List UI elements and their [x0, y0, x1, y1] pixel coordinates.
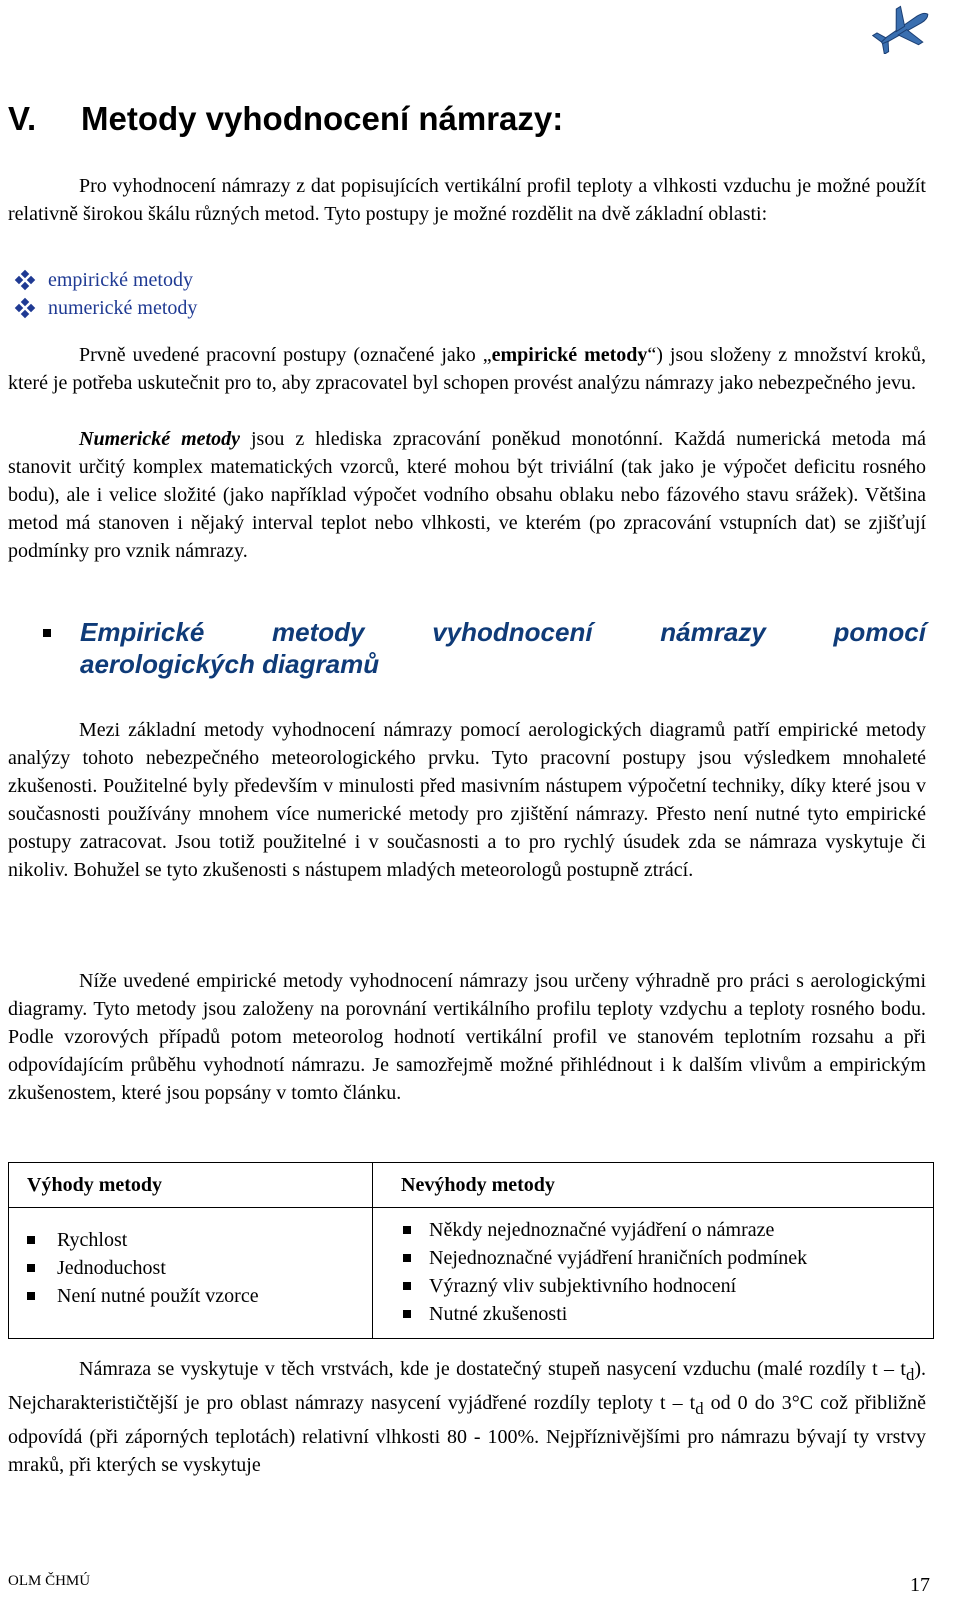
list-item: [373, 1300, 933, 1328]
square-bullet-icon: [27, 1236, 35, 1244]
footer-organization: OLM ČHMÚ: [8, 1573, 91, 1589]
list-item: [9, 1226, 372, 1254]
bold-italic-term: Numerické metody: [79, 428, 240, 450]
list-item-label: Rychlost: [57, 1229, 128, 1251]
pros-list: [9, 1226, 372, 1310]
square-bullet-icon: [403, 1226, 411, 1234]
square-bullet-icon: [403, 1310, 411, 1318]
list-item-label: Nejednoznačné vyjádření hraničních podmínek: [429, 1247, 808, 1269]
list-item: [373, 1216, 933, 1244]
text-run: ). Nejcharakterističtější je pro oblast námrazy nasycení vyjádřené rozdíly teploty t – t: [8, 1358, 926, 1414]
diamond-bullet-icon: [16, 299, 34, 317]
list-item: [9, 1254, 372, 1282]
subscript: d: [695, 1399, 704, 1418]
list-item-label: numerické metody: [48, 297, 198, 319]
airplane-icon: [872, 4, 936, 54]
intro-paragraph: Pro vyhodnocení námrazy z dat popisujících vertikální profil teploty a vlhkosti vzduchu je možné použít relativně širokou škálu různých metod. Tyto postupy je možné rozdělit na dvě základní oblasti:: [8, 175, 926, 225]
list-item-label: Někdy nejednoznačné vyjádření o námraze: [429, 1219, 775, 1241]
page-number: 17: [910, 1574, 930, 1596]
text-run: od 0 do 3°C což přibližně odpovídá (při záporných teplotách) relativní vlhkosti 80 - 100%. Nejpříznivějšími pro námrazu bývají ty vrstvy mraků, při kterých se vyskytuje: [8, 1392, 926, 1476]
text-run: jsou z hlediska zpracování poněkud monotónní. Každá numerická metoda má stanovit určitý komplex matematických vzorců, které mohou být triviální (tak jako je výpočet deficitu rosného bodu), ale i velice složité (jako například výpočet vodního obsahu oblaku nebo fázového stavu srážek). Většina metod má stanoven i nějaký interval teplot nebo vlhkosti, ve kterém (po zpracování vstupních dat) se zjišťují podmínky pro vznik námrazy.: [8, 428, 927, 562]
heading-word: Empirické: [80, 617, 205, 647]
list-item-label: empirické metody: [48, 269, 193, 291]
bold-term: empirické metody: [491, 344, 648, 366]
heading-word: vyhodnocení: [432, 617, 593, 647]
diamond-bullet-icon: [16, 271, 34, 289]
pros-cell: [9, 1208, 373, 1339]
list-item: [9, 1282, 372, 1310]
pros-cons-table: [8, 1162, 934, 1339]
square-bullet-icon: [403, 1282, 411, 1290]
table-header-row: [9, 1163, 934, 1208]
square-bullet-icon: [403, 1254, 411, 1262]
heading-word: metody: [272, 617, 365, 647]
section-heading-line: aerologických diagramů: [80, 649, 380, 679]
text-run: “) jsou složeny z množství kroků, které je potřeba uskutečnit pro to, aby zpracovatel byl schopen provést analýzu námrazy jako nebezpečného jevu.: [8, 344, 926, 394]
list-item: [8, 266, 197, 294]
list-item-label: Nutné zkušenosti: [429, 1303, 568, 1325]
table-header-pros: Výhody metody: [9, 1163, 373, 1208]
section-heading-line: [80, 616, 926, 648]
heading-word: pomocí: [833, 617, 926, 647]
table-row: [9, 1208, 934, 1339]
empirical-paragraph: [8, 341, 926, 397]
list-item: [373, 1272, 933, 1300]
square-bullet-icon: [27, 1264, 35, 1272]
methods-list: [8, 266, 197, 322]
final-paragraph: [8, 1355, 926, 1479]
cons-cell: [373, 1208, 934, 1339]
text-run: Námraza se vyskytuje v těch vrstvách, kde je dostatečný stupeň nasycení vzduchu (malé rozdíly t – t: [79, 1358, 906, 1380]
numerical-paragraph: [8, 425, 926, 565]
heading-word: námrazy: [660, 617, 766, 647]
list-item-label: Výrazný vliv subjektivního hodnocení: [429, 1275, 737, 1297]
chapter-title: Metody vyhodnocení námrazy:: [81, 100, 564, 137]
square-bullet-icon: [27, 1292, 35, 1300]
list-item: [8, 294, 197, 322]
table-header-cons: Nevýhody metody: [373, 1163, 934, 1208]
list-item-label: Není nutné použít vzorce: [57, 1285, 259, 1307]
subscript: d: [906, 1365, 915, 1384]
cons-list: [373, 1216, 933, 1328]
list-item-label: Jednoduchost: [57, 1257, 166, 1279]
section-paragraph-2: Níže uvedené empirické metody vyhodnocení námrazy jsou určeny výhradně pro práci s aerologickými diagramy. Tyto metody jsou založeny na porovnání vertikálního profilu teploty vzdychu a teploty rosného bodu. Podle vzorových případů potom meteorolog hodnotí vertikální profil ve stanovém teplotním rozsahu a při odpovídajícím průběhu vyhodnotí námrazu. Je samozřejmě možné přihlédnout i k dalším vlivům a empirickým zkušenostem, které jsou popsány v tomto článku.: [8, 970, 926, 1104]
list-item: [373, 1244, 933, 1272]
square-bullet-icon: [43, 629, 51, 637]
chapter-number: V.: [8, 100, 37, 137]
section-paragraph-1: Mezi základní metody vyhodnocení námrazy pomocí aerologických diagramů patří empirické metody analýzy tohoto nebezpečného meteorologického prvku. Tyto pracovní postupy jsou výsledkem mnohaleté zkušenosti. Použitelné byly především v minulosti před masivním nástupem výpočetní techniky, díky které jsou v současnosti používány mnohem více numerické metody pro zjištění námrazy. Přesto není nutné tyto empirické postupy zatracovat. Jsou totiž použitelné i v současnosti a to pro rychlý úsudek zda se námraza vyskytuje či nikoliv. Bohužel se tyto zkušenosti s nástupem mladých meteorologů postupně ztrácí.: [8, 719, 926, 881]
chapter-heading: [8, 100, 563, 138]
text-run: Prvně uvedené pracovní postupy (označené jako „: [79, 344, 492, 366]
